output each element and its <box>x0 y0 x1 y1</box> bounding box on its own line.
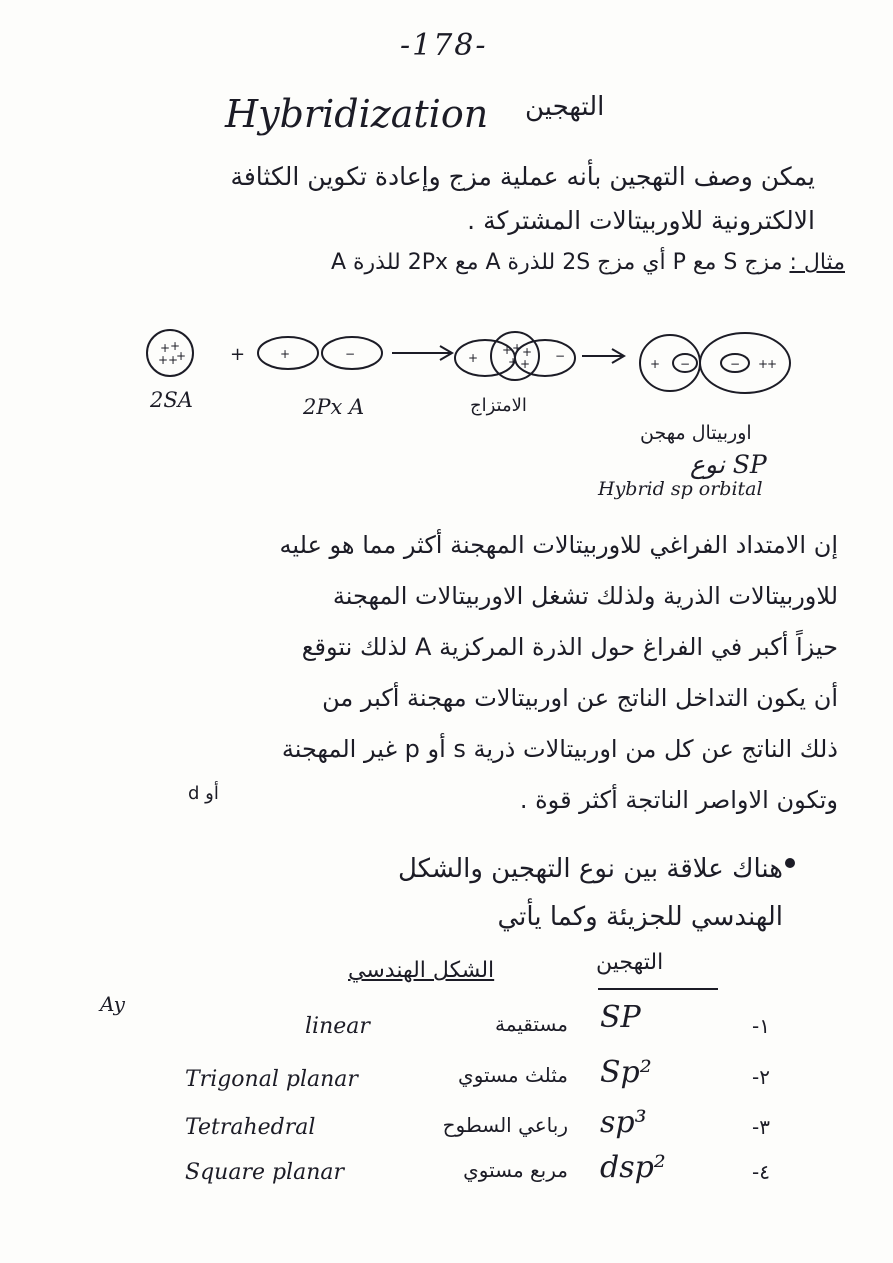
example-label: مثال : <box>789 250 845 275</box>
relation-line: الهندسي للجزيئة وكما يأتي <box>497 902 783 932</box>
svg-text:−: − <box>680 357 691 371</box>
row-hybridization: Sp² <box>600 1055 652 1090</box>
row-shape-arabic: مستقيمة <box>494 1012 568 1036</box>
body-line: أن يكون التداخل الناتج عن اوربيتالات مهجنة أكبر من <box>322 684 838 712</box>
body-line: حيزاً أكبر في الفراغ حول الذرة المركزية A لذلك نتوقع <box>301 633 838 661</box>
table-row <box>0 1000 893 1040</box>
explanation-paragraph <box>280 520 838 826</box>
label-sp-type: نوع SP <box>690 450 767 479</box>
page-title-arabic: التهجين <box>525 92 605 122</box>
table-header-hybridization: التهجين <box>596 950 664 975</box>
svg-text:+: + <box>158 353 169 367</box>
intro-line: يمكن وصف التهجين بأنه عملية مزج وإعادة تكوين الكثافة <box>230 162 815 191</box>
row-shape-arabic: رباعي السطوح <box>442 1113 568 1137</box>
label-hybrid-orbital-arabic: اوربيتال مهجن <box>640 422 752 444</box>
relation-line: هناك علاقة بين نوع التهجين والشكل <box>397 854 783 884</box>
row-shape-english: linear <box>305 1014 370 1039</box>
row-hybridization: sp³ <box>600 1105 647 1140</box>
svg-text:+: + <box>512 341 523 355</box>
svg-text:+: + <box>168 353 179 367</box>
label-mixing: الامتزاج <box>470 395 527 416</box>
margin-scribble: Ay <box>100 992 125 1016</box>
row-shape-english: Tetrahedral <box>185 1115 316 1140</box>
page-number: -178- <box>400 28 488 63</box>
table-row <box>0 1055 893 1095</box>
table-row <box>0 1105 893 1145</box>
svg-text:+: + <box>160 341 171 355</box>
svg-text:−: − <box>345 347 356 361</box>
row-shape-english: Trigonal planar <box>185 1067 358 1092</box>
body-line: للاوربيتالات الذرية ولذلك تشغل الاوربيتالات المهجنة <box>332 582 838 610</box>
label-hybrid-orbital-english: Hybrid sp orbital <box>598 478 763 500</box>
hybrid-lobe-small <box>640 335 700 391</box>
row-number: -٣ <box>752 1115 770 1139</box>
row-shape-english: Square planar <box>185 1160 345 1185</box>
table-row <box>0 1150 893 1190</box>
example-line <box>331 250 845 275</box>
svg-text:+: + <box>502 343 513 357</box>
svg-text:+: + <box>520 357 531 371</box>
body-line: ذلك الناتج عن كل من اوربيتالات ذرية s أو p غير المهجنة <box>281 735 838 763</box>
plus-sign: + <box>230 344 246 365</box>
svg-text:+: + <box>170 339 181 353</box>
svg-text:+: + <box>176 349 187 363</box>
margin-note: أو d <box>188 783 219 804</box>
svg-text:+: + <box>508 355 519 369</box>
body-line: وتكون الاواصر الناتجة أكثر قوة . <box>519 786 838 814</box>
row-hybridization: dsp² <box>600 1150 666 1185</box>
svg-text:+: + <box>758 357 769 371</box>
row-number: -٤ <box>752 1160 770 1184</box>
body-line: إن الامتداد الفراغي للاوربيتالات المهجنة أكثر مما هو عليه <box>279 531 838 559</box>
svg-text:+: + <box>468 351 479 365</box>
example-text: مزج S مع P أي مزج 2S للذرة A مع 2Px للذرة A <box>330 250 783 275</box>
row-hybridization: SP <box>600 1000 641 1035</box>
row-shape-arabic: مثلث مستوي <box>458 1063 568 1087</box>
svg-text:−: − <box>555 349 566 363</box>
svg-text:+: + <box>522 345 533 359</box>
header-underline <box>598 988 718 990</box>
row-number: -٢ <box>752 1065 770 1089</box>
intro-paragraph <box>230 155 815 243</box>
row-shape-arabic: مربع مستوي <box>463 1158 568 1182</box>
bullet-icon <box>785 858 795 868</box>
label-2s-orbital: 2SA <box>150 388 193 412</box>
svg-text:+: + <box>650 357 661 371</box>
row-number: -١ <box>752 1014 770 1038</box>
relation-paragraph <box>398 845 783 941</box>
svg-text:+: + <box>280 347 291 361</box>
svg-text:+: + <box>767 357 778 371</box>
svg-text:−: − <box>730 357 741 371</box>
label-2px-orbital: 2Px A <box>303 395 365 419</box>
table-header-shape: الشكل الهندسي <box>348 958 495 983</box>
intro-line: الالكترونية للاوربيتالات المشتركة . <box>467 206 815 235</box>
page-title: Hybridization <box>225 92 489 136</box>
